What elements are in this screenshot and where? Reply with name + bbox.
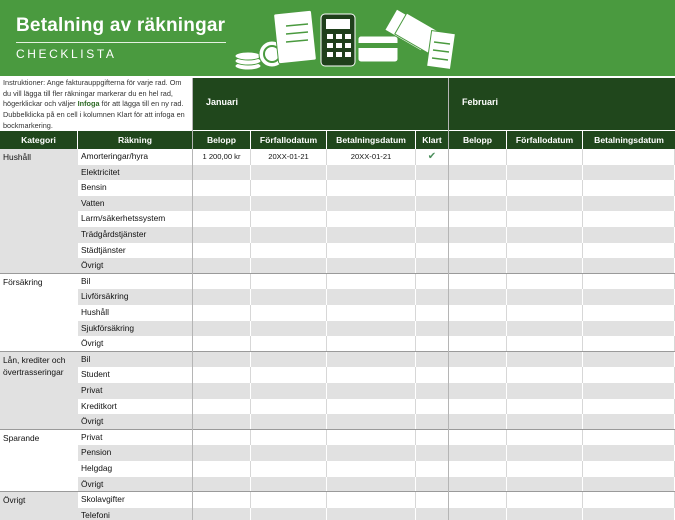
bill-name-cell[interactable]: Övrigt	[78, 477, 193, 493]
forfall2-cell[interactable]	[507, 352, 583, 368]
betal-cell[interactable]	[327, 383, 416, 399]
betal-cell[interactable]	[327, 243, 416, 259]
klart-cell[interactable]	[416, 227, 449, 243]
bill-name-cell[interactable]: Städtjänster	[78, 243, 193, 259]
belopp2-cell[interactable]	[449, 414, 507, 430]
betal-cell[interactable]	[327, 352, 416, 368]
category-cell[interactable]: Hushåll	[0, 149, 78, 274]
column-header-kategori[interactable]: Kategori	[0, 131, 78, 149]
table-row[interactable]	[0, 383, 675, 399]
klart-cell[interactable]	[416, 165, 449, 181]
belopp-cell[interactable]	[193, 165, 251, 181]
bill-name-cell[interactable]: Vatten	[78, 196, 193, 212]
forfall-cell[interactable]	[251, 196, 327, 212]
table-row[interactable]	[0, 508, 675, 520]
betal-cell[interactable]	[327, 258, 416, 274]
title-divider	[16, 42, 226, 43]
bill-name-cell[interactable]: Helgdag	[78, 461, 193, 477]
belopp-cell[interactable]	[193, 461, 251, 477]
instructions-insert-keyword: Infoga	[77, 99, 100, 109]
belopp2-cell[interactable]	[449, 165, 507, 181]
forfall2-cell[interactable]	[507, 180, 583, 196]
belopp-cell[interactable]	[193, 383, 251, 399]
table-row[interactable]	[0, 274, 675, 290]
betal-cell[interactable]	[327, 477, 416, 493]
betal-cell[interactable]	[327, 367, 416, 383]
forfall2-cell[interactable]	[507, 430, 583, 446]
forfall2-cell[interactable]	[507, 414, 583, 430]
betal-cell[interactable]	[327, 227, 416, 243]
betal-cell[interactable]	[327, 430, 416, 446]
forfall-cell[interactable]	[251, 477, 327, 493]
forfall2-cell[interactable]	[507, 305, 583, 321]
table-row[interactable]	[0, 321, 675, 337]
klart-cell[interactable]	[416, 243, 449, 259]
betal2-cell[interactable]	[583, 414, 675, 430]
forfall-cell[interactable]	[251, 336, 327, 352]
betal2-cell[interactable]	[583, 227, 675, 243]
table-row[interactable]	[0, 492, 675, 508]
klart-cell[interactable]	[416, 258, 449, 274]
table-row[interactable]	[0, 258, 675, 274]
bill-name-cell[interactable]: Hushåll	[78, 305, 193, 321]
forfall2-cell[interactable]	[507, 243, 583, 259]
belopp2-cell[interactable]	[449, 196, 507, 212]
forfall2-cell[interactable]	[507, 227, 583, 243]
month-separator-left	[192, 78, 193, 520]
forfall2-cell[interactable]	[507, 258, 583, 274]
table-row[interactable]	[0, 430, 675, 446]
betal2-cell[interactable]	[583, 305, 675, 321]
forfall-cell[interactable]	[251, 352, 327, 368]
klart-cell[interactable]	[416, 399, 449, 415]
belopp-cell[interactable]	[193, 180, 251, 196]
belopp-cell[interactable]	[193, 321, 251, 337]
table-row[interactable]	[0, 461, 675, 477]
forfall2-cell[interactable]	[507, 274, 583, 290]
bill-name-cell[interactable]: Skolavgifter	[78, 492, 193, 508]
belopp2-cell[interactable]	[449, 149, 507, 165]
belopp2-cell[interactable]	[449, 258, 507, 274]
belopp2-cell[interactable]	[449, 227, 507, 243]
betal2-cell[interactable]	[583, 165, 675, 181]
klart-cell[interactable]	[416, 461, 449, 477]
belopp2-cell[interactable]	[449, 352, 507, 368]
instructions-part-1: Instruktioner: Ange fakturauppgifterna för varje rad. Om du vill lägga till fler räkningar markerar du en hel rad, högerklickar och väljer	[3, 78, 182, 109]
betal2-cell[interactable]	[583, 258, 675, 274]
table-row[interactable]	[0, 352, 675, 368]
bills-illustration-icon	[228, 6, 468, 74]
column-header-klart-jan[interactable]: Klart	[416, 131, 449, 149]
table-row[interactable]	[0, 305, 675, 321]
betal-cell[interactable]	[327, 211, 416, 227]
klart-cell[interactable]	[416, 289, 449, 305]
category-cell[interactable]: Sparande	[0, 430, 78, 492]
page-title: Betalning av räkningar	[16, 15, 226, 36]
klart-cell[interactable]	[416, 149, 449, 165]
betal2-cell[interactable]	[583, 445, 675, 461]
betal-cell[interactable]	[327, 414, 416, 430]
forfall2-cell[interactable]	[507, 492, 583, 508]
betal2-cell[interactable]	[583, 243, 675, 259]
klart-cell[interactable]	[416, 492, 449, 508]
belopp-cell[interactable]	[193, 274, 251, 290]
forfall-cell[interactable]	[251, 461, 327, 477]
betal2-cell[interactable]	[583, 367, 675, 383]
table-row[interactable]	[0, 211, 675, 227]
klart-cell[interactable]	[416, 180, 449, 196]
table-row[interactable]	[0, 399, 675, 415]
belopp2-cell[interactable]	[449, 289, 507, 305]
bill-name-cell[interactable]: Bil	[78, 274, 193, 290]
forfall-cell[interactable]	[251, 445, 327, 461]
betal-cell[interactable]	[327, 289, 416, 305]
belopp2-cell[interactable]	[449, 477, 507, 493]
forfall2-cell[interactable]	[507, 196, 583, 212]
belopp-cell[interactable]	[193, 336, 251, 352]
belopp2-cell[interactable]	[449, 336, 507, 352]
belopp-cell[interactable]: 1 200,00 kr	[193, 149, 251, 165]
category-cell[interactable]: Lån, krediter och övertrasseringar	[0, 352, 78, 430]
belopp-cell[interactable]	[193, 414, 251, 430]
betal-cell[interactable]	[327, 461, 416, 477]
bill-name-cell[interactable]: Övrigt	[78, 258, 193, 274]
instructions-text	[0, 78, 192, 130]
betal2-cell[interactable]	[583, 461, 675, 477]
belopp2-cell[interactable]	[449, 445, 507, 461]
forfall2-cell[interactable]	[507, 508, 583, 520]
bill-name-cell[interactable]: Kreditkort	[78, 399, 193, 415]
bill-name-cell[interactable]: Student	[78, 367, 193, 383]
belopp-cell[interactable]	[193, 289, 251, 305]
forfall-cell[interactable]	[251, 289, 327, 305]
betal-cell[interactable]	[327, 180, 416, 196]
table-row[interactable]	[0, 227, 675, 243]
column-header-rakning[interactable]: Räkning	[78, 131, 193, 149]
forfall-cell[interactable]	[251, 227, 327, 243]
belopp2-cell[interactable]	[449, 321, 507, 337]
column-header-forfallodatum-feb[interactable]: Förfallodatum	[507, 131, 583, 149]
betal2-cell[interactable]	[583, 211, 675, 227]
belopp-cell[interactable]	[193, 477, 251, 493]
klart-cell[interactable]	[416, 211, 449, 227]
betal-cell[interactable]	[327, 336, 416, 352]
belopp-cell[interactable]	[193, 399, 251, 415]
category-cell[interactable]: Försäkring	[0, 274, 78, 352]
forfall-cell[interactable]	[251, 243, 327, 259]
betal2-cell[interactable]	[583, 274, 675, 290]
belopp2-cell[interactable]	[449, 243, 507, 259]
klart-cell[interactable]	[416, 477, 449, 493]
belopp2-cell[interactable]	[449, 399, 507, 415]
bill-name-cell[interactable]: Bil	[78, 352, 193, 368]
forfall-cell[interactable]	[251, 430, 327, 446]
klart-cell[interactable]	[416, 305, 449, 321]
bill-name-cell[interactable]: Telefoni	[78, 508, 193, 520]
category-cell[interactable]: Övrigt	[0, 492, 78, 520]
column-header-betalningsdatum-feb[interactable]: Betalningsdatum	[583, 131, 675, 149]
table-row[interactable]	[0, 367, 675, 383]
table-row[interactable]	[0, 180, 675, 196]
betal-cell[interactable]	[327, 165, 416, 181]
belopp2-cell[interactable]	[449, 383, 507, 399]
table-row[interactable]	[0, 149, 675, 165]
forfall-cell[interactable]	[251, 399, 327, 415]
forfall-cell[interactable]	[251, 211, 327, 227]
betal2-cell[interactable]	[583, 336, 675, 352]
klart-cell[interactable]	[416, 321, 449, 337]
belopp-cell[interactable]	[193, 305, 251, 321]
belopp2-cell[interactable]	[449, 461, 507, 477]
betal-cell[interactable]	[327, 321, 416, 337]
betal2-cell[interactable]	[583, 477, 675, 493]
bill-name-cell[interactable]: Elektricitet	[78, 165, 193, 181]
betal2-cell[interactable]	[583, 196, 675, 212]
belopp-cell[interactable]	[193, 227, 251, 243]
forfall-cell[interactable]	[251, 165, 327, 181]
column-header-belopp-jan[interactable]: Belopp	[193, 131, 251, 149]
klart-cell[interactable]	[416, 352, 449, 368]
klart-cell[interactable]	[416, 336, 449, 352]
bill-name-cell[interactable]: Amorteringar/hyra	[78, 149, 193, 165]
belopp-cell[interactable]	[193, 196, 251, 212]
forfall2-cell[interactable]	[507, 321, 583, 337]
betal-cell[interactable]	[327, 274, 416, 290]
month-header-february: Februari	[449, 78, 675, 130]
table-row[interactable]	[0, 445, 675, 461]
forfall-cell[interactable]	[251, 321, 327, 337]
table-row[interactable]	[0, 165, 675, 181]
belopp-cell[interactable]	[193, 258, 251, 274]
bill-name-cell[interactable]: Pension	[78, 445, 193, 461]
klart-cell[interactable]	[416, 274, 449, 290]
forfall-cell[interactable]	[251, 414, 327, 430]
betal2-cell[interactable]	[583, 180, 675, 196]
belopp-cell[interactable]	[193, 492, 251, 508]
betal-cell[interactable]	[327, 196, 416, 212]
belopp-cell[interactable]	[193, 352, 251, 368]
checkmark-icon: ✔	[427, 151, 437, 162]
betal-cell[interactable]: 20XX-01-21	[327, 149, 416, 165]
forfall-cell[interactable]	[251, 305, 327, 321]
bill-name-cell[interactable]: Larm/säkerhetssystem	[78, 211, 193, 227]
forfall2-cell[interactable]	[507, 149, 583, 165]
betal-cell[interactable]	[327, 508, 416, 520]
forfall2-cell[interactable]	[507, 367, 583, 383]
table-row[interactable]	[0, 196, 675, 212]
bill-name-cell[interactable]: Övrigt	[78, 414, 193, 430]
title-banner	[0, 0, 675, 76]
belopp2-cell[interactable]	[449, 211, 507, 227]
belopp2-cell[interactable]	[449, 305, 507, 321]
table-row[interactable]	[0, 243, 675, 259]
betal2-cell[interactable]	[583, 289, 675, 305]
bill-name-cell[interactable]: Livförsäkring	[78, 289, 193, 305]
betal2-cell[interactable]	[583, 399, 675, 415]
belopp-cell[interactable]	[193, 445, 251, 461]
belopp2-cell[interactable]	[449, 180, 507, 196]
forfall2-cell[interactable]	[507, 211, 583, 227]
belopp-cell[interactable]	[193, 243, 251, 259]
month-header-january: Januari	[193, 78, 448, 130]
bill-name-cell[interactable]: Sjukförsäkring	[78, 321, 193, 337]
forfall2-cell[interactable]	[507, 289, 583, 305]
forfall2-cell[interactable]	[507, 461, 583, 477]
belopp2-cell[interactable]	[449, 367, 507, 383]
forfall-cell[interactable]	[251, 258, 327, 274]
forfall-cell[interactable]	[251, 180, 327, 196]
table-row[interactable]	[0, 289, 675, 305]
forfall2-cell[interactable]	[507, 336, 583, 352]
betal-cell[interactable]	[327, 399, 416, 415]
belopp2-cell[interactable]	[449, 508, 507, 520]
betal2-cell[interactable]	[583, 508, 675, 520]
betal-cell[interactable]	[327, 445, 416, 461]
betal2-cell[interactable]	[583, 430, 675, 446]
belopp2-cell[interactable]	[449, 274, 507, 290]
forfall-cell[interactable]	[251, 367, 327, 383]
table-row[interactable]	[0, 414, 675, 430]
column-header-belopp-feb[interactable]: Belopp	[449, 131, 507, 149]
forfall2-cell[interactable]	[507, 399, 583, 415]
forfall2-cell[interactable]	[507, 477, 583, 493]
column-header-betalningsdatum-jan[interactable]: Betalningsdatum	[327, 131, 416, 149]
klart-cell[interactable]	[416, 508, 449, 520]
klart-cell[interactable]	[416, 445, 449, 461]
table-row[interactable]	[0, 477, 675, 493]
betal-cell[interactable]	[327, 492, 416, 508]
forfall-cell[interactable]	[251, 508, 327, 520]
betal2-cell[interactable]	[583, 383, 675, 399]
belopp-cell[interactable]	[193, 508, 251, 520]
forfall2-cell[interactable]	[507, 445, 583, 461]
bill-name-cell[interactable]: Trädgårdstjänster	[78, 227, 193, 243]
forfall-cell[interactable]	[251, 274, 327, 290]
month-separator-right	[448, 78, 449, 520]
klart-cell[interactable]	[416, 383, 449, 399]
belopp2-cell[interactable]	[449, 430, 507, 446]
klart-cell[interactable]	[416, 430, 449, 446]
column-header-forfallodatum-jan[interactable]: Förfallodatum	[251, 131, 327, 149]
belopp-cell[interactable]	[193, 367, 251, 383]
belopp2-cell[interactable]	[449, 492, 507, 508]
instructions-part-2: för att lägga till en ny rad. Dubbelklicka på en cell i kolumnen Klart för att infoga en bockmarkering.	[3, 99, 185, 130]
klart-cell[interactable]	[416, 196, 449, 212]
page-subtitle: CHECKLISTA	[16, 47, 117, 61]
table-row[interactable]	[0, 336, 675, 352]
betal-cell[interactable]	[327, 305, 416, 321]
klart-cell[interactable]	[416, 414, 449, 430]
belopp-cell[interactable]	[193, 430, 251, 446]
forfall-cell[interactable]	[251, 383, 327, 399]
bill-name-cell[interactable]: Privat	[78, 430, 193, 446]
bill-name-cell[interactable]: Bensin	[78, 180, 193, 196]
forfall-cell[interactable]: 20XX-01-21	[251, 149, 327, 165]
forfall2-cell[interactable]	[507, 383, 583, 399]
bill-name-cell[interactable]: Övrigt	[78, 336, 193, 352]
bill-name-cell[interactable]: Privat	[78, 383, 193, 399]
forfall-cell[interactable]	[251, 492, 327, 508]
betal2-cell[interactable]	[583, 352, 675, 368]
belopp-cell[interactable]	[193, 211, 251, 227]
betal2-cell[interactable]	[583, 492, 675, 508]
betal2-cell[interactable]	[583, 321, 675, 337]
klart-cell[interactable]	[416, 367, 449, 383]
forfall2-cell[interactable]	[507, 165, 583, 181]
betal2-cell[interactable]	[583, 149, 675, 165]
